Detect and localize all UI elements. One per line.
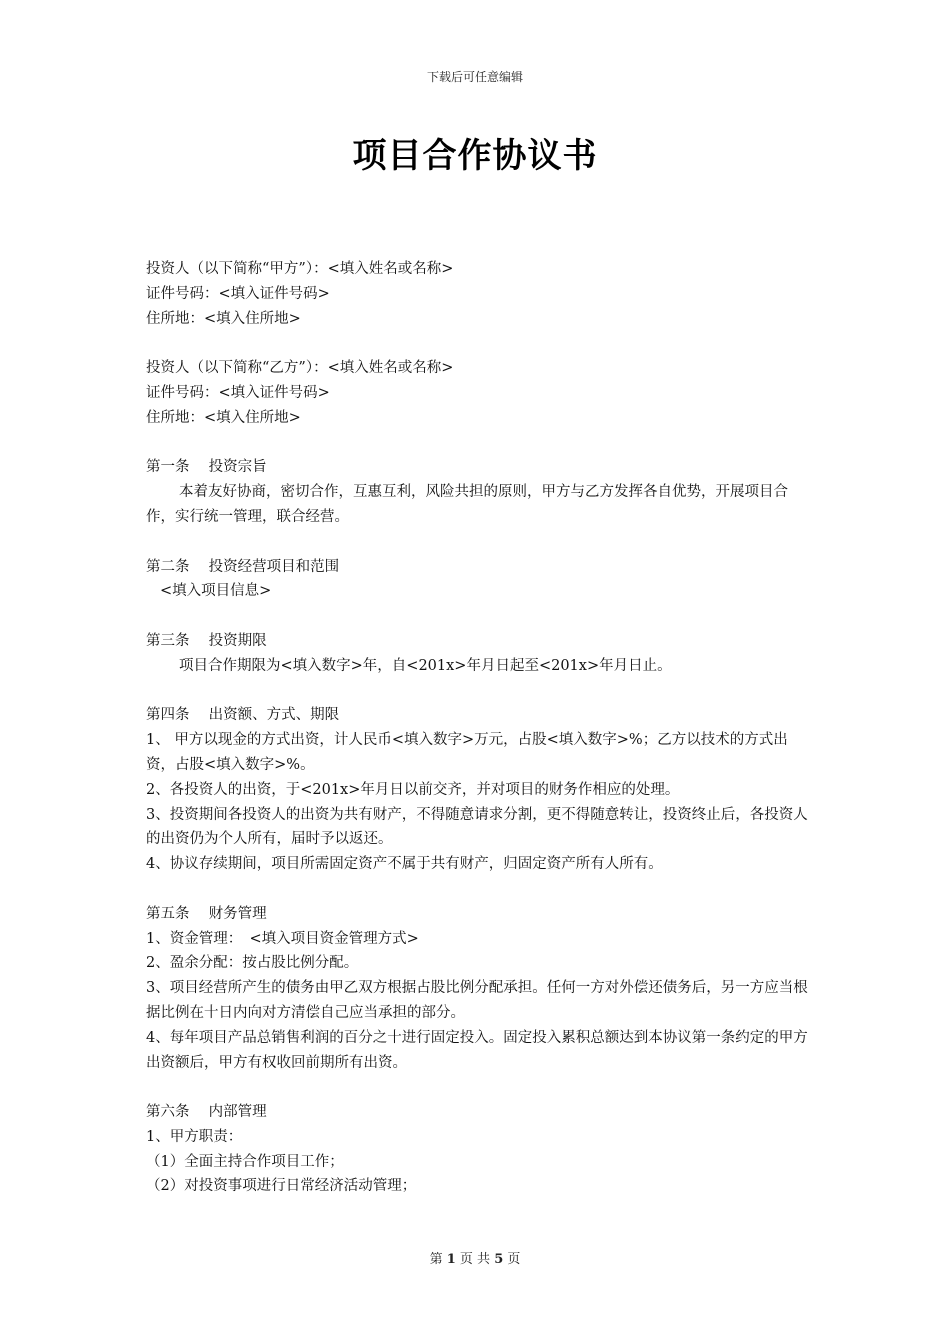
article-5-item: 2、盈余分配：按占股比例分配。: [146, 955, 359, 972]
footer-current-page: 1: [446, 1252, 456, 1267]
article-6-item: （1）全面主持合作项目工作；: [146, 1153, 344, 1170]
page-footer: [0, 1248, 950, 1267]
article-4-item: 4、协议存续期间，项目所需固定资产不属于共有财产，归固定资产所有人所有。: [146, 856, 663, 873]
party-b-id-number: 证件号码：<填入证件号码>: [146, 384, 330, 401]
party-a-id-number: 证件号码：<填入证件号码>: [146, 285, 330, 302]
party-b-address: 住所地：<填入住所地>: [146, 409, 301, 426]
page-header-note: 下载后可任意编辑: [426, 70, 523, 84]
article-5-item: 1、资金管理： <填入项目资金管理方式>: [146, 930, 419, 947]
article-1-body: [146, 480, 810, 530]
article-4-item: 3、投资期间各投资人的出资为共有财产，不得随意请求分割，更不得随意转让，投资终止后，各投资人的出资仍为个人所有，届时予以返还。: [146, 806, 808, 848]
article-4-item: 1、 甲方以现金的方式出资，计人民币<填入数字>万元，占股<填入数字>%；乙方以技术的方式出资，占股<填入数字>%。: [146, 732, 788, 773]
party-a-address: 住所地：<填入住所地>: [146, 310, 301, 327]
article-4-heading: 第四条 出资额、方式、期限: [146, 707, 340, 724]
article-6-item: 1、甲方职责：: [146, 1128, 243, 1145]
footer-suffix: 页: [507, 1252, 521, 1267]
article-1-heading: 第一条 投资宗旨: [146, 459, 267, 476]
article-5-heading: 第五条 财务管理: [146, 905, 267, 922]
article-2-body: <填入项目信息>: [160, 583, 272, 600]
article-3-body: 项目合作期限为<填入数字>年，自<201x>年月日起至<201x>年月日止。: [179, 657, 672, 674]
article-3-heading: 第三条 投资期限: [146, 632, 267, 649]
footer-total-pages: 5: [494, 1252, 504, 1267]
article-1-text: 本着友好协商，密切合作，互惠互利，风险共担的原则，甲方与乙方发挥各自优势，开展项目合作，实行统一管理，联合经营。: [146, 484, 788, 525]
article-6-item: （2）对投资事项进行日常经济活动管理；: [146, 1178, 417, 1195]
document-body: [146, 257, 810, 1199]
article-5-item: 3、项目经营所产生的债务由甲乙双方根据占股比例分配承担。任何一方对外偿还债务后，另一方应当根据比例在十日内向对方清偿自己应当承担的部分。: [146, 980, 808, 1021]
article-4-item: 2、各投资人的出资，于<201x>年月日以前交齐，并对项目的财务作相应的处理。: [146, 781, 680, 798]
article-5-item: 4、每年项目产品总销售利润的百分之十进行固定投入。固定投入累积总额达到本协议第一条约定的甲方出资额后，甲方有权收回前期所有出资。: [146, 1029, 808, 1071]
footer-middle: 页 共: [459, 1252, 491, 1267]
party-b-investor: 投资人（以下简称“乙方”）：<填入姓名或名称>: [146, 360, 454, 377]
article-2-heading: 第二条 投资经营项目和范围: [146, 558, 340, 575]
article-6-heading: 第六条 内部管理: [146, 1104, 267, 1121]
party-a-investor: 投资人（以下简称“甲方”）：<填入姓名或名称>: [146, 261, 454, 277]
document-title: 项目合作协议书: [352, 136, 598, 176]
footer-prefix: 第: [429, 1252, 443, 1267]
